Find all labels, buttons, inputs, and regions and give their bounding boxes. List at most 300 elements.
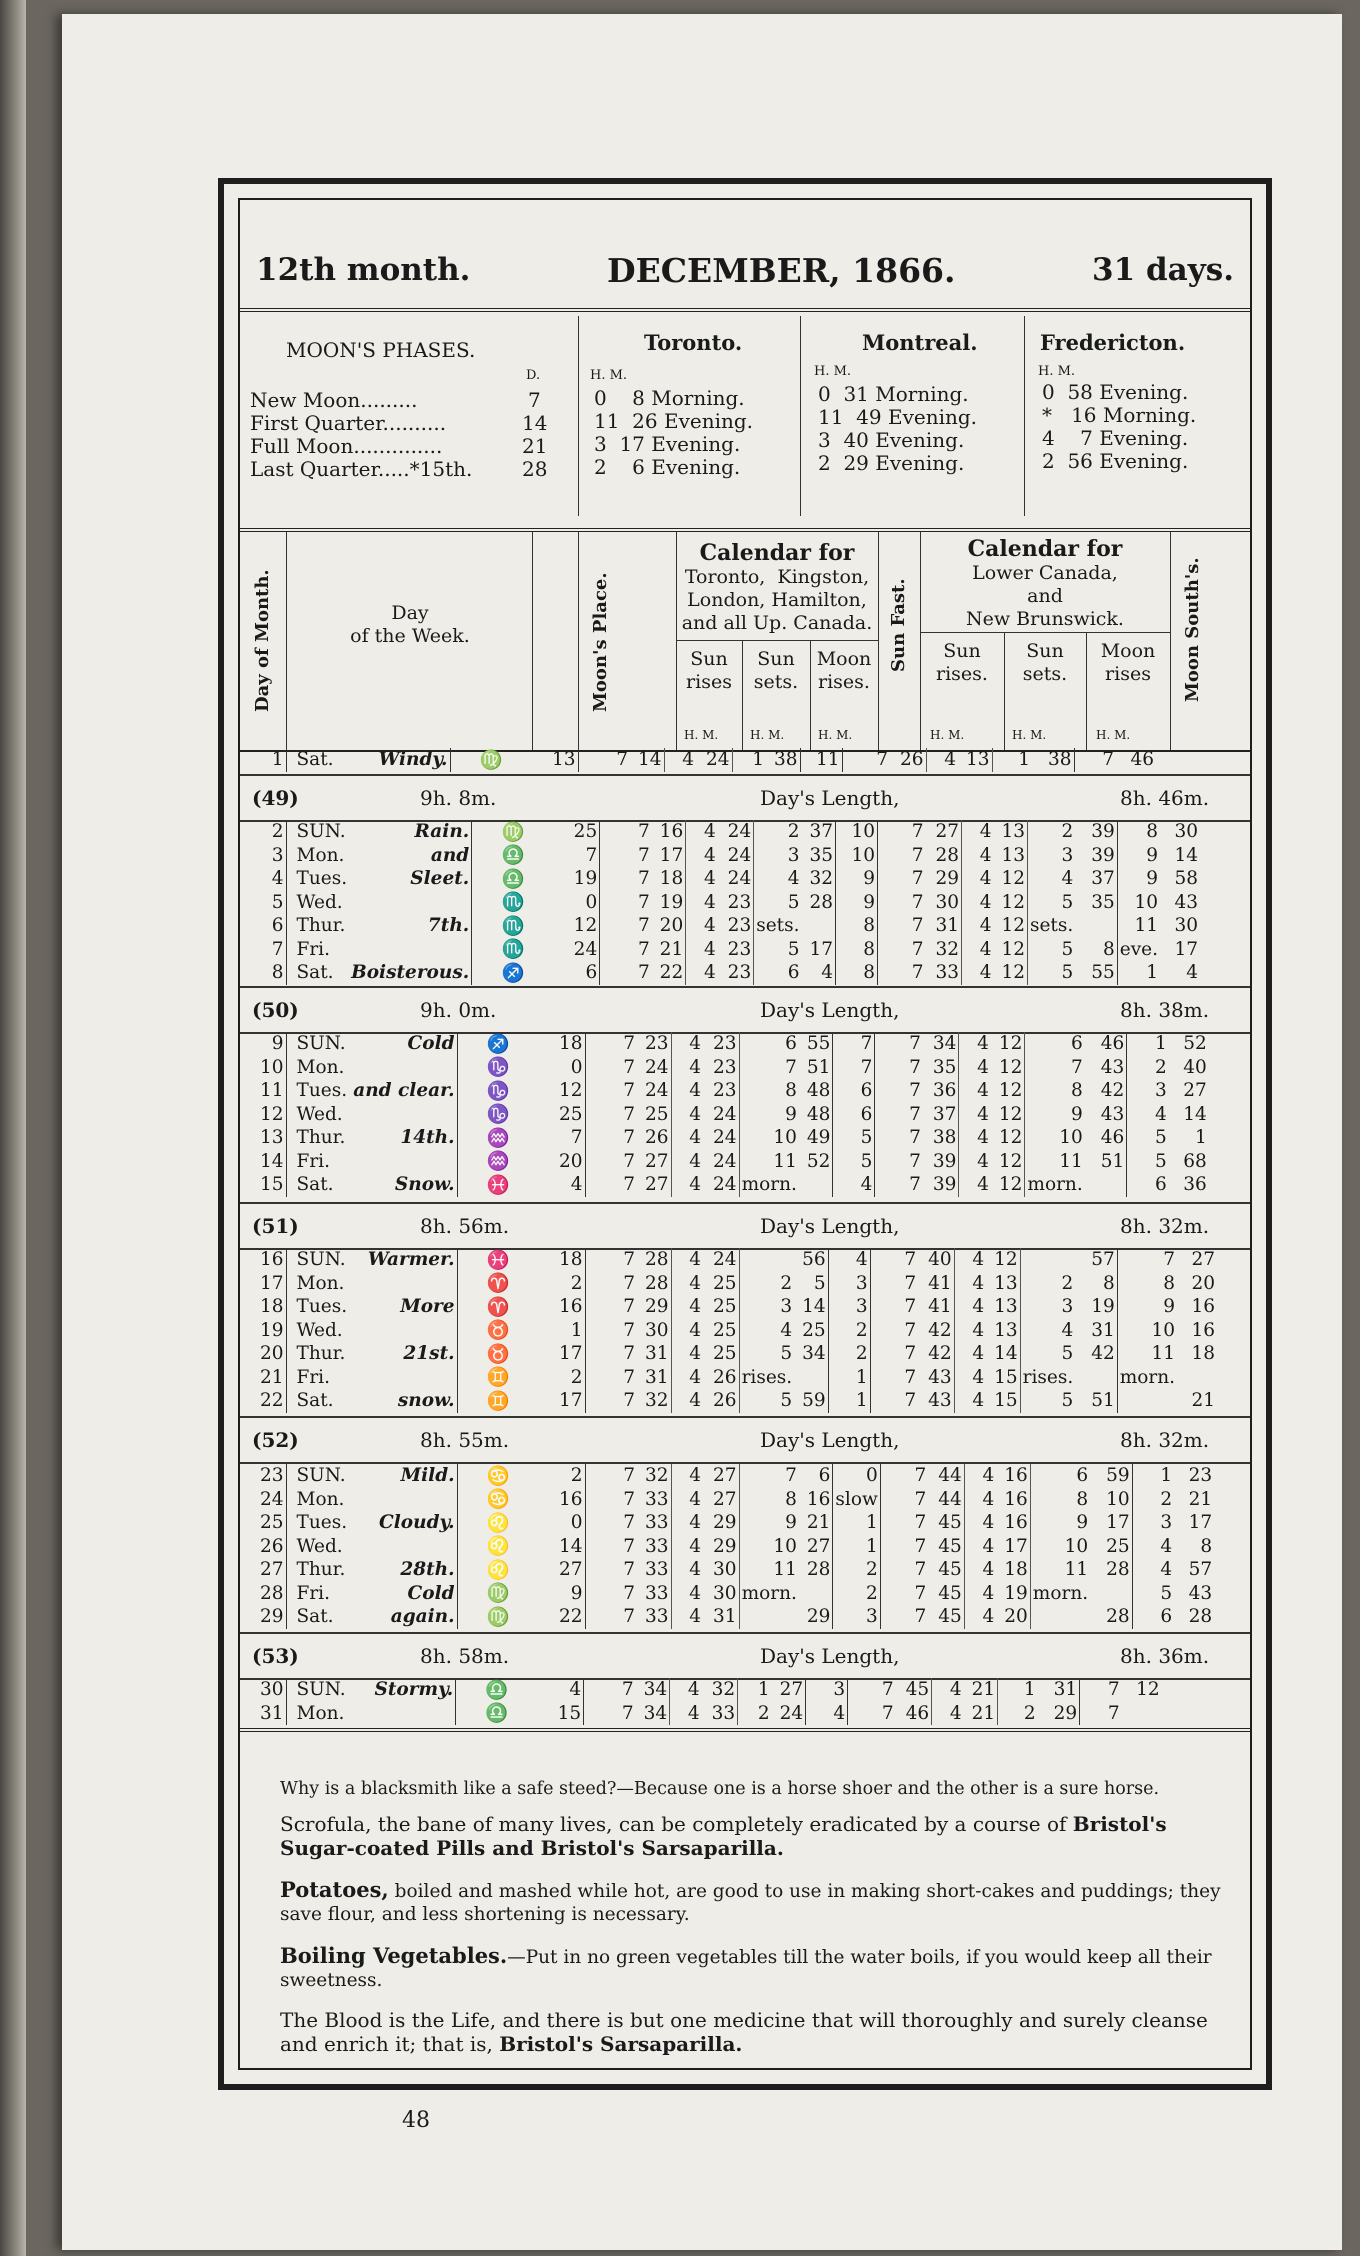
lo-sun-set-m-cell: 12 — [991, 1103, 1025, 1127]
table-row — [240, 1032, 1209, 1056]
lo-sun-set-m-cell: 12 — [991, 1056, 1025, 1080]
d-label: D. — [526, 368, 541, 383]
up-moon-rise-h-cell: 10 — [773, 1535, 797, 1557]
moon-south-h-cell: 3 — [1154, 1080, 1167, 1102]
lo-sun-set-m-cell: 16 — [996, 1464, 1030, 1488]
weather-note-cell — [349, 1103, 457, 1127]
lo-moon-rise-m-cell: 39 — [1075, 844, 1117, 868]
lo-sun-rise-m-cell: 28 — [925, 844, 961, 868]
lo-moon-rise-m-cell — [1075, 914, 1117, 938]
col-divider — [878, 532, 879, 750]
up-sun-set-h-cell: 4 — [689, 1343, 702, 1365]
up-sun-set-h-cell: 4 — [687, 1702, 700, 1724]
up-moon-rise-h-cell: 6 — [787, 962, 800, 984]
moon-degree-cell: 12 — [539, 1079, 585, 1103]
day-of-month-cell: 7 — [240, 938, 286, 962]
table-row — [240, 1173, 1209, 1197]
up-sun-rise-h-cell: 7 — [623, 1366, 636, 1388]
lo-sun-rise-m-cell: 45 — [928, 1511, 964, 1535]
moon-degree-cell: 7 — [539, 1126, 585, 1150]
up-moon-rise-m-cell: 14 — [794, 1295, 828, 1319]
lo-sun-rise-h-cell: 7 — [909, 1127, 921, 1149]
up-sun-rise-m-cell: 21 — [652, 938, 686, 962]
moon-degree-cell: 6 — [554, 961, 600, 985]
phase-name: First Quarter.......... — [250, 411, 447, 435]
up-sun-set-m-cell: 25 — [703, 1272, 739, 1296]
sun-fast-cell: 9 — [835, 867, 877, 891]
lo-sun-rise-h-cell: 7 — [914, 1606, 927, 1628]
moon-sign-cell: ♍ — [486, 1583, 510, 1605]
up-sun-rise-m-cell: 31 — [637, 1366, 671, 1390]
lo-sun-set-h-cell: 4 — [979, 821, 992, 843]
moon-sign-cell: ♌ — [486, 1536, 510, 1558]
day-of-month-cell: 26 — [240, 1535, 286, 1559]
moon-rises-header: Moon rises — [1100, 640, 1156, 685]
moon-sign-cell: ♋ — [486, 1465, 510, 1487]
up-sun-rise-h-cell: 7 — [623, 1249, 636, 1271]
table-row — [240, 1272, 1217, 1296]
lo-sun-rise-m-cell: 41 — [918, 1272, 954, 1296]
lo-moon-rise-m-cell: 38 — [1032, 748, 1074, 772]
upper-sub-rule — [676, 640, 878, 641]
weather-note-cell: Windy. — [342, 748, 450, 772]
up-moon-rise-h-cell: 7 — [785, 1465, 797, 1487]
note-scrofula — [280, 1812, 1230, 1860]
up-sun-set-h-cell: 4 — [689, 1390, 702, 1412]
up-sun-set-h-cell: 4 — [689, 1033, 702, 1055]
sun-fast-cell: 9 — [835, 891, 877, 915]
lo-moon-rise-h-cell: 2 — [1061, 821, 1074, 843]
up-moon-rise-h-cell: morn. — [741, 1174, 797, 1196]
up-moon-rise-h-cell: 9 — [785, 1103, 797, 1125]
lo-moon-rise-m-cell: 42 — [1085, 1079, 1127, 1103]
up-sun-rise-m-cell: 29 — [637, 1295, 671, 1319]
moon-south-h-cell: 11 — [1151, 1343, 1176, 1365]
up-sun-set-m-cell: 24 — [703, 1173, 739, 1197]
moon-south-h-cell: 1 — [1160, 1465, 1173, 1487]
lo-sun-rise-m-cell: 45 — [928, 1605, 964, 1629]
moon-phases-section — [240, 316, 1250, 516]
lo-moon-rise-h-cell: 5 — [1061, 938, 1074, 960]
day-of-week-cell: SUN. — [296, 821, 346, 843]
moon-south-m-cell: 4 — [1186, 962, 1198, 984]
sun-fast-cell: 3 — [828, 1272, 870, 1296]
lo-moon-rise-h-cell: 1 — [1018, 749, 1030, 771]
up-sun-rise-h-cell: 7 — [623, 1512, 636, 1534]
up-moon-rise-m-cell: 34 — [794, 1342, 828, 1366]
day-of-week-cell: Mon. — [296, 1488, 345, 1510]
lo-sun-rise-h-cell: 7 — [914, 1582, 927, 1604]
up-sun-rise-m-cell: 32 — [637, 1389, 671, 1413]
moon-south-m-cell: 23 — [1188, 1465, 1213, 1487]
calendar-table-header — [240, 528, 1250, 752]
moon-sign-cell: ♈ — [486, 1273, 510, 1295]
up-moon-rise-m-cell: 6 — [799, 1464, 833, 1488]
moon-south-h-cell: 4 — [1160, 1535, 1173, 1557]
moon-south-m-cell: 57 — [1188, 1559, 1213, 1581]
moon-south-m-cell: 58 — [1174, 868, 1198, 890]
sun-fast-cell: 6 — [833, 1079, 875, 1103]
week-day-length-row — [240, 1202, 1250, 1250]
day-of-week-cell: Sat. — [296, 1174, 334, 1196]
lo-sun-rise-m-cell: 38 — [923, 1126, 959, 1150]
table-bottom-rule — [240, 1728, 1250, 1732]
sun-fast-cell: 2 — [833, 1582, 880, 1606]
note-blood-bold: Bristol's Sarsaparilla. — [499, 2032, 743, 2056]
week-number: (49) — [252, 786, 299, 810]
day-of-week-cell: SUN. — [296, 1033, 346, 1055]
up-moon-rise-m-cell: 56 — [794, 1248, 828, 1272]
city-fredericton: Fredericton. — [1040, 330, 1186, 355]
note-blood-text: The Blood is the Life, and there is but one medicine that will thoroughly and surely cleanse and enrich it; that is, — [280, 2008, 1208, 2056]
moon-south-h-cell: 11 — [1134, 915, 1158, 937]
table-row — [240, 1079, 1209, 1103]
up-sun-set-h-cell: 4 — [689, 1150, 702, 1172]
up-moon-rise-m-cell: 48 — [799, 1103, 833, 1127]
up-sun-set-m-cell: 27 — [703, 1464, 739, 1488]
lo-moon-rise-m-cell: 17 — [1090, 1511, 1132, 1535]
up-sun-rise-m-cell: 19 — [652, 891, 686, 915]
lo-sun-rise-h-cell: 7 — [911, 915, 924, 937]
moon-south-h-cell: 2 — [1160, 1488, 1173, 1510]
up-sun-set-m-cell: 23 — [718, 961, 754, 985]
moon-south-h-cell: 3 — [1160, 1512, 1173, 1534]
up-moon-rise-m-cell: 38 — [766, 748, 800, 772]
lo-moon-rise-m-cell: 31 — [1075, 1319, 1117, 1343]
day-of-week-cell: Wed. — [296, 1319, 343, 1341]
moon-degree-cell: 2 — [539, 1272, 585, 1296]
moon-south-m-cell: 14 — [1174, 844, 1198, 866]
up-sun-rise-h-cell: 7 — [623, 1080, 636, 1102]
day-of-month-cell: 3 — [240, 844, 286, 868]
lo-moon-rise-h-cell: morn. — [1032, 1582, 1089, 1604]
lo-sun-set-m-cell: 12 — [991, 1173, 1025, 1197]
up-moon-rise-m-cell: 28 — [801, 891, 835, 915]
day-length-label: Day's Length, — [760, 1644, 900, 1668]
moon-degree-cell: 0 — [554, 891, 600, 915]
hm-label: H. M. — [1038, 364, 1076, 379]
day-of-week-cell: Sat. — [296, 962, 334, 984]
lo-sun-rise-h-cell: 7 — [909, 1056, 921, 1078]
lo-sun-set-m-cell: 13 — [986, 1319, 1020, 1343]
moon-south-m-cell: 12 — [1136, 1679, 1160, 1701]
calendar-frame — [218, 178, 1272, 2090]
lo-sun-set-m-cell: 12 — [991, 1079, 1025, 1103]
lo-sun-set-m-cell: 12 — [993, 961, 1027, 985]
lo-sun-set-m-cell: 12 — [993, 867, 1027, 891]
moon-degree-cell: 17 — [539, 1389, 585, 1413]
moon-sign-cell: ♍ — [486, 1606, 510, 1628]
moon-south-h-cell: 4 — [1154, 1103, 1167, 1125]
day-of-month-cell: 18 — [240, 1295, 286, 1319]
moon-sign-cell: ♐ — [501, 962, 525, 984]
lo-moon-rise-m-cell: 46 — [1085, 1032, 1127, 1056]
lo-sun-rise-m-cell: 45 — [928, 1535, 964, 1559]
day-of-week-cell: Tues. — [296, 1080, 348, 1102]
sun-fast-cell: 7 — [833, 1032, 875, 1056]
moon-sign-cell: ♐ — [486, 1033, 510, 1055]
lo-sun-set-h-cell: 4 — [977, 1174, 989, 1196]
up-sun-rise-h-cell: 7 — [623, 1174, 636, 1196]
weather-note-cell: More — [349, 1295, 457, 1319]
moon-south-h-cell: 6 — [1154, 1174, 1167, 1196]
sun-fast-cell: 0 — [833, 1464, 880, 1488]
moon-degree-cell: 25 — [539, 1103, 585, 1127]
lower-day-length: 8h. 32m. — [1120, 1428, 1210, 1452]
up-sun-set-m-cell: 24 — [703, 1103, 739, 1127]
moon-sign-cell: ♋ — [486, 1489, 510, 1511]
table-row — [240, 1248, 1217, 1272]
sun-fast-cell: 1 — [828, 1366, 870, 1390]
up-sun-rise-m-cell: 34 — [636, 1678, 670, 1702]
moon-south-m-cell: 16 — [1191, 1319, 1216, 1341]
weather-note-cell: 21st. — [349, 1342, 457, 1366]
note-potatoes-text: boiled and mashed while hot, are good to use in making short-cakes and puddings; they save flour, and less shortening is necessary. — [280, 1881, 1221, 1925]
lo-moon-rise-h-cell: 4 — [1061, 1319, 1074, 1341]
upper-calendar-title: Calendar for — [699, 540, 855, 566]
up-sun-rise-m-cell: 28 — [637, 1272, 671, 1296]
lo-sun-rise-h-cell: 7 — [911, 891, 924, 913]
moon-degree-cell: 22 — [539, 1605, 585, 1629]
up-sun-set-m-cell: 24 — [718, 820, 754, 844]
moon-sign-cell: ♉ — [486, 1343, 510, 1365]
week-number: (53) — [252, 1644, 299, 1668]
lo-sun-set-m-cell: 12 — [993, 914, 1027, 938]
up-sun-rise-h-cell: 7 — [621, 1702, 634, 1724]
up-moon-rise-h-cell: 4 — [780, 1319, 793, 1341]
lo-moon-rise-m-cell: 19 — [1075, 1295, 1117, 1319]
day-of-week-cell: Mon. — [296, 1056, 345, 1078]
day-of-month-cell: 31 — [240, 1702, 286, 1726]
lo-sun-rise-m-cell: 39 — [923, 1150, 959, 1174]
table-row — [240, 844, 1200, 868]
up-sun-rise-h-cell: 7 — [623, 1056, 636, 1078]
moon-south-h-cell: 9 — [1163, 1296, 1176, 1318]
sun-fast-header: Sun Fast. — [888, 578, 909, 672]
lo-sun-rise-h-cell: 7 — [911, 962, 924, 984]
hm-label: H. M. — [684, 728, 719, 742]
table-row — [240, 938, 1200, 962]
lo-moon-rise-m-cell: 51 — [1085, 1150, 1127, 1174]
lo-sun-set-m-cell: 13 — [986, 1272, 1020, 1296]
note-scrofula-text: Scrofula, the bane of many lives, can be completely eradicated by a course of — [280, 1812, 1073, 1836]
lo-sun-set-m-cell: 12 — [991, 1150, 1025, 1174]
lo-sun-set-h-cell: 4 — [977, 1033, 989, 1055]
lower-calendar-title: Calendar for — [967, 536, 1123, 562]
up-sun-rise-m-cell: 33 — [637, 1488, 671, 1512]
lo-sun-rise-m-cell: 37 — [923, 1103, 959, 1127]
up-moon-rise-h-cell: 1 — [757, 1679, 770, 1701]
up-sun-set-h-cell: 4 — [687, 1679, 700, 1701]
lo-moon-rise-m-cell: 43 — [1085, 1056, 1127, 1080]
moon-south-m-cell: 43 — [1174, 891, 1198, 913]
day-of-week-cell: Wed. — [296, 1103, 343, 1125]
up-sun-rise-h-cell: 7 — [623, 1606, 636, 1628]
moon-sign-cell: ♎ — [501, 868, 525, 890]
up-moon-rise-h-cell: 2 — [780, 1272, 793, 1294]
moon-south-m-cell: 20 — [1191, 1272, 1216, 1294]
lo-sun-rise-m-cell: 39 — [923, 1173, 959, 1197]
sun-rises-header: Sun rises — [686, 648, 732, 693]
lo-moon-rise-m-cell: 28 — [1090, 1558, 1132, 1582]
lo-sun-rise-m-cell: 26 — [890, 748, 926, 772]
moon-south-m-cell: 46 — [1130, 749, 1154, 771]
hm-label: H. M. — [590, 368, 628, 383]
day-of-month-cell: 8 — [240, 961, 286, 985]
up-moon-rise-h-cell — [739, 1248, 794, 1272]
up-sun-set-h-cell: 4 — [689, 1103, 702, 1125]
lo-sun-rise-h-cell: 7 — [904, 1296, 917, 1318]
moon-south-h-cell: 6 — [1160, 1606, 1173, 1628]
moon-degree-cell: 18 — [539, 1248, 585, 1272]
up-moon-rise-m-cell — [794, 1366, 828, 1390]
weather-note-cell: Cold — [349, 1032, 457, 1056]
up-sun-rise-m-cell: 32 — [637, 1464, 671, 1488]
sun-fast-cell: 8 — [835, 914, 877, 938]
up-sun-set-m-cell: 32 — [702, 1678, 738, 1702]
lo-sun-rise-h-cell: 7 — [914, 1559, 927, 1581]
sun-fast-cell: slow — [833, 1488, 880, 1512]
day-of-week-cell: SUN. — [296, 1679, 346, 1701]
up-moon-rise-m-cell: 52 — [799, 1150, 833, 1174]
phase-toronto: 2 6 Evening. — [594, 455, 741, 479]
up-moon-rise-h-cell: 5 — [780, 1390, 793, 1412]
weather-note-cell — [349, 1366, 457, 1390]
moon-degree-cell: 2 — [539, 1366, 585, 1390]
lo-sun-set-h-cell: 4 — [979, 891, 992, 913]
lo-sun-set-h-cell: 4 — [979, 868, 992, 890]
up-moon-rise-m-cell: 24 — [772, 1702, 806, 1726]
up-sun-rise-m-cell: 26 — [637, 1126, 671, 1150]
city-toronto: Toronto. — [644, 330, 743, 355]
weather-note-cell: and clear. — [349, 1079, 457, 1103]
up-moon-rise-h-cell: 11 — [773, 1150, 797, 1172]
lo-moon-rise-m-cell: 8 — [1075, 938, 1117, 962]
table-row — [240, 1535, 1214, 1559]
lo-sun-rise-m-cell: 45 — [928, 1582, 964, 1606]
up-sun-rise-m-cell: 22 — [652, 961, 686, 985]
note-boiling — [280, 1944, 1230, 1992]
lo-sun-set-h-cell: 4 — [979, 844, 992, 866]
phase-montreal: 0 31 Morning. — [818, 382, 969, 406]
up-sun-rise-h-cell: 7 — [637, 844, 650, 866]
day-of-month-cell: 19 — [240, 1319, 286, 1343]
lo-moon-rise-m-cell — [1090, 1582, 1132, 1606]
moon-south-h-cell: 7 — [1107, 1702, 1120, 1724]
up-sun-rise-m-cell: 16 — [652, 820, 686, 844]
lo-moon-rise-m-cell: 25 — [1090, 1535, 1132, 1559]
lo-sun-set-h-cell: 4 — [972, 1272, 985, 1294]
lo-sun-rise-m-cell: 34 — [923, 1032, 959, 1056]
up-moon-rise-m-cell: 27 — [799, 1535, 833, 1559]
day-of-week-cell: Sat. — [296, 1606, 334, 1628]
lo-sun-set-m-cell: 18 — [996, 1558, 1030, 1582]
up-moon-rise-m-cell — [799, 1582, 833, 1606]
day-of-week-cell: Wed. — [296, 891, 343, 913]
day-of-week-cell: SUN. — [296, 1249, 346, 1271]
month-label: 12th month. — [256, 252, 471, 288]
lo-moon-rise-m-cell: 35 — [1075, 891, 1117, 915]
lo-sun-set-h-cell: 4 — [944, 749, 956, 771]
up-sun-set-h-cell: 4 — [689, 1582, 702, 1604]
lo-sun-rise-h-cell: 7 — [909, 1033, 921, 1055]
note-boiling-text: —Put in no green vegetables till the water boils, if you would keep all their sweetness. — [280, 1947, 1212, 1991]
moon-sign-cell: ♌ — [486, 1559, 510, 1581]
up-moon-rise-m-cell: 5 — [794, 1272, 828, 1296]
moon-souths-header: Moon South's. — [1182, 557, 1203, 702]
lower-day-length: 8h. 32m. — [1120, 1214, 1210, 1238]
lo-sun-rise-h-cell: 7 — [909, 1150, 921, 1172]
lo-moon-rise-h-cell: morn. — [1027, 1174, 1083, 1196]
day-of-month-cell: 16 — [240, 1248, 286, 1272]
up-sun-set-m-cell: 33 — [702, 1702, 738, 1726]
phase-divider-1 — [578, 316, 579, 516]
moon-degree-cell: 2 — [539, 1464, 585, 1488]
up-sun-set-h-cell: 4 — [689, 1465, 702, 1487]
day-of-week-cell: Sat. — [296, 1390, 334, 1412]
up-sun-set-h-cell: 4 — [689, 1174, 702, 1196]
up-sun-set-h-cell: 4 — [689, 1319, 702, 1341]
moon-sign-cell: ♑ — [486, 1104, 510, 1126]
city-montreal: Montreal. — [862, 330, 978, 355]
week-day-length-row — [240, 1416, 1250, 1464]
lo-sun-set-m-cell: 15 — [986, 1366, 1020, 1390]
phase-name: Full Moon.............. — [250, 434, 443, 458]
moon-degree-cell: 25 — [554, 820, 600, 844]
day-of-month-cell: 10 — [240, 1056, 286, 1080]
moon-sign-cell: ♈ — [486, 1296, 510, 1318]
moon-degree-cell: 4 — [539, 1173, 585, 1197]
weather-note-cell — [349, 1535, 457, 1559]
lo-sun-set-h-cell: 4 — [979, 938, 992, 960]
up-moon-rise-h-cell: 5 — [780, 1343, 793, 1365]
moon-degree-cell: 14 — [539, 1535, 585, 1559]
lo-sun-rise-h-cell: 7 — [904, 1319, 917, 1341]
up-sun-set-m-cell: 24 — [718, 844, 754, 868]
lo-moon-rise-h-cell: 1 — [1023, 1679, 1036, 1701]
phase-divider-2 — [800, 316, 801, 516]
sun-fast-cell: 10 — [835, 844, 877, 868]
day-of-week-cell: Tues. — [296, 1512, 348, 1534]
table-row — [240, 1126, 1209, 1150]
lo-sun-set-m-cell: 19 — [996, 1582, 1030, 1606]
lo-sun-rise-h-cell: 7 — [911, 821, 924, 843]
up-sun-rise-h-cell: 7 — [637, 891, 650, 913]
day-of-month-cell: 5 — [240, 891, 286, 915]
sun-fast-cell: 5 — [833, 1150, 875, 1174]
hm-label: H. M. — [1012, 728, 1047, 742]
moon-degree-cell: 24 — [554, 938, 600, 962]
moon-sign-cell: ♒ — [486, 1127, 510, 1149]
day-of-month-cell: 22 — [240, 1389, 286, 1413]
moon-south-m-cell: 30 — [1174, 821, 1198, 843]
phase-name: Last Quarter.....*15th. — [250, 457, 473, 481]
lo-moon-rise-h-cell: 9 — [1076, 1512, 1089, 1534]
col-divider — [286, 532, 287, 750]
lower-day-length: 8h. 38m. — [1120, 998, 1210, 1022]
lo-moon-rise-h-cell: 6 — [1070, 1033, 1083, 1055]
lo-sun-set-h-cell: 4 — [972, 1343, 985, 1365]
table-row — [240, 1702, 1162, 1726]
week-day-length-row — [240, 774, 1250, 822]
table-row — [240, 1150, 1209, 1174]
phase-toronto: 11 26 Evening. — [594, 409, 754, 433]
up-sun-set-h-cell: 4 — [703, 868, 716, 890]
day-of-month-cell: 2 — [240, 820, 286, 844]
lo-sun-set-m-cell: 13 — [986, 1295, 1020, 1319]
calendar-rows-block — [240, 1248, 1218, 1413]
moon-degree-cell: 0 — [539, 1511, 585, 1535]
